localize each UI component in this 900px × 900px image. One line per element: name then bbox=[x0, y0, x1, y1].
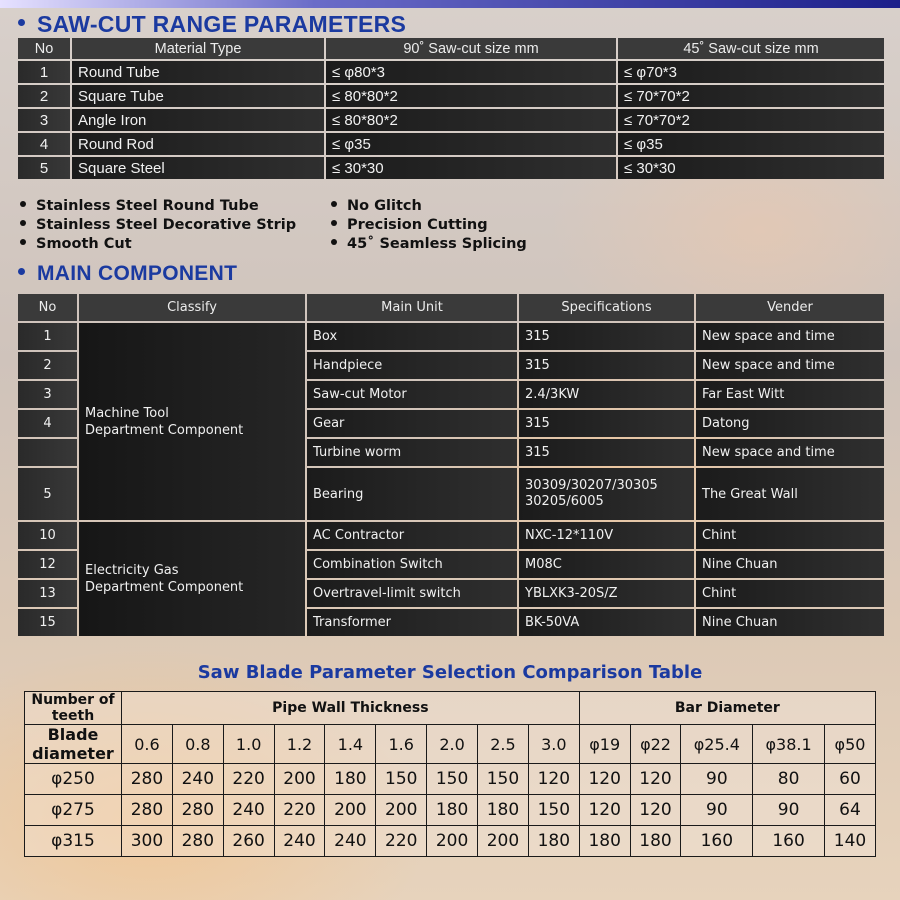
bullet-icon bbox=[20, 239, 26, 245]
table-row bbox=[18, 109, 884, 131]
bar-col: φ50 bbox=[824, 725, 875, 764]
bullet-icon bbox=[331, 239, 337, 245]
teeth-value: 150 bbox=[478, 764, 529, 795]
size-90: ≤ 80*80*2 bbox=[326, 85, 616, 107]
main-unit: Box bbox=[307, 323, 517, 350]
row-no: 1 bbox=[18, 323, 77, 350]
vender: Nine Chuan bbox=[696, 551, 884, 578]
blade-table-title: Saw Blade Parameter Selection Comparison Table bbox=[197, 662, 703, 683]
table-row bbox=[25, 764, 876, 795]
row-no: 4 bbox=[18, 410, 77, 437]
table-row bbox=[18, 323, 884, 350]
size-90: ≤ φ35 bbox=[326, 133, 616, 155]
table-header-row bbox=[18, 38, 884, 59]
pipe-col: 0.6 bbox=[122, 725, 173, 764]
blade-diameter: φ275 bbox=[25, 795, 122, 826]
size-90: ≤ 80*80*2 bbox=[326, 109, 616, 131]
bar-col: φ25.4 bbox=[681, 725, 753, 764]
specification: 2.4/3KW bbox=[519, 381, 694, 408]
teeth-value: 180 bbox=[427, 795, 478, 826]
teeth-value: 90 bbox=[681, 764, 753, 795]
table-row bbox=[18, 85, 884, 107]
main-unit: Combination Switch bbox=[307, 551, 517, 578]
row-no bbox=[18, 439, 77, 466]
row-no: 5 bbox=[18, 468, 77, 520]
table-subheader-row bbox=[25, 725, 876, 764]
material-type: Square Steel bbox=[72, 157, 324, 179]
teeth-value: 120 bbox=[630, 764, 681, 795]
teeth-value: 180 bbox=[630, 826, 681, 857]
teeth-value: 240 bbox=[325, 826, 376, 857]
feature-list bbox=[20, 198, 880, 258]
size-90: ≤ 30*30 bbox=[326, 157, 616, 179]
pipe-wall-header: Pipe Wall Thickness bbox=[122, 692, 580, 725]
teeth-value: 150 bbox=[528, 795, 579, 826]
feature-item: Stainless Steel Round Tube bbox=[20, 198, 259, 214]
vender: New space and time bbox=[696, 439, 884, 466]
pipe-col: 2.5 bbox=[478, 725, 529, 764]
teeth-value: 220 bbox=[274, 795, 325, 826]
teeth-label: Number of teeth bbox=[25, 692, 122, 725]
bar-diameter-header: Bar Diameter bbox=[579, 692, 875, 725]
teeth-value: 180 bbox=[528, 826, 579, 857]
teeth-value: 120 bbox=[528, 764, 579, 795]
teeth-value: 280 bbox=[172, 826, 223, 857]
blade-diameter: φ250 bbox=[25, 764, 122, 795]
table-row bbox=[18, 61, 884, 83]
saw-cut-section-title: SAW-CUT RANGE PARAMETERS bbox=[18, 11, 406, 38]
main-unit: Saw-cut Motor bbox=[307, 381, 517, 408]
pipe-col: 1.4 bbox=[325, 725, 376, 764]
teeth-value: 200 bbox=[478, 826, 529, 857]
pipe-col: 2.0 bbox=[427, 725, 478, 764]
row-no: 15 bbox=[18, 609, 77, 636]
bullet-icon bbox=[18, 268, 25, 275]
material-type: Square Tube bbox=[72, 85, 324, 107]
teeth-value: 140 bbox=[824, 826, 875, 857]
material-type: Round Rod bbox=[72, 133, 324, 155]
bullet-icon bbox=[20, 220, 26, 226]
teeth-value: 160 bbox=[753, 826, 825, 857]
vender: Datong bbox=[696, 410, 884, 437]
size-45: ≤ 30*30 bbox=[618, 157, 884, 179]
teeth-value: 300 bbox=[122, 826, 173, 857]
row-no: 12 bbox=[18, 551, 77, 578]
header-90-size: 90˚ Saw-cut size mm bbox=[326, 38, 616, 59]
main-component-section-title: MAIN COMPONENT bbox=[18, 262, 237, 286]
vender: Chint bbox=[696, 580, 884, 607]
pipe-col: 3.0 bbox=[528, 725, 579, 764]
pipe-col: 0.8 bbox=[172, 725, 223, 764]
teeth-value: 120 bbox=[630, 795, 681, 826]
header-no: No bbox=[18, 38, 70, 59]
specification: 315 bbox=[519, 323, 694, 350]
feature-item: No Glitch bbox=[331, 198, 422, 214]
teeth-value: 200 bbox=[325, 795, 376, 826]
diameter-label: Blade diameter bbox=[25, 725, 122, 764]
feature-item: Stainless Steel Decorative Strip bbox=[20, 217, 296, 233]
table-row bbox=[18, 133, 884, 155]
specification: 30309/30207/30305 30205/6005 bbox=[519, 468, 694, 520]
teeth-value: 280 bbox=[122, 795, 173, 826]
specification: 315 bbox=[519, 410, 694, 437]
teeth-value: 240 bbox=[274, 826, 325, 857]
blade-diameter: φ315 bbox=[25, 826, 122, 857]
row-no: 1 bbox=[18, 61, 70, 83]
pipe-col: 1.2 bbox=[274, 725, 325, 764]
row-no: 4 bbox=[18, 133, 70, 155]
feature-item: 45˚ Seamless Splicing bbox=[331, 236, 527, 252]
row-no: 5 bbox=[18, 157, 70, 179]
header-material-type: Material Type bbox=[72, 38, 324, 59]
teeth-value: 280 bbox=[172, 795, 223, 826]
main-unit: Gear bbox=[307, 410, 517, 437]
specification: YBLXK3-20S/Z bbox=[519, 580, 694, 607]
specification: BK-50VA bbox=[519, 609, 694, 636]
teeth-value: 220 bbox=[223, 764, 274, 795]
row-no: 2 bbox=[18, 352, 77, 379]
row-no: 2 bbox=[18, 85, 70, 107]
row-no: 10 bbox=[18, 522, 77, 549]
teeth-value: 60 bbox=[824, 764, 875, 795]
material-type: Round Tube bbox=[72, 61, 324, 83]
teeth-value: 150 bbox=[427, 764, 478, 795]
saw-cut-table bbox=[16, 36, 886, 181]
teeth-value: 180 bbox=[579, 826, 630, 857]
bar-col: φ38.1 bbox=[753, 725, 825, 764]
teeth-value: 180 bbox=[325, 764, 376, 795]
size-90: ≤ φ80*3 bbox=[326, 61, 616, 83]
header-classify: Classify bbox=[79, 294, 305, 321]
teeth-value: 240 bbox=[172, 764, 223, 795]
teeth-value: 120 bbox=[579, 795, 630, 826]
header-vender: Vender bbox=[696, 294, 884, 321]
teeth-value: 280 bbox=[122, 764, 173, 795]
main-unit: Transformer bbox=[307, 609, 517, 636]
vender: Far East Witt bbox=[696, 381, 884, 408]
teeth-value: 90 bbox=[753, 795, 825, 826]
teeth-value: 200 bbox=[427, 826, 478, 857]
bullet-icon bbox=[331, 201, 337, 207]
main-unit: AC Contractor bbox=[307, 522, 517, 549]
size-45: ≤ 70*70*2 bbox=[618, 109, 884, 131]
feature-item: Smooth Cut bbox=[20, 236, 132, 252]
teeth-value: 180 bbox=[478, 795, 529, 826]
classify-electricity-gas: Electricity Gas Department Component bbox=[79, 522, 305, 636]
teeth-value: 260 bbox=[223, 826, 274, 857]
bar-col: φ19 bbox=[579, 725, 630, 764]
main-unit: Turbine worm bbox=[307, 439, 517, 466]
table-header-row bbox=[18, 294, 884, 321]
bar-col: φ22 bbox=[630, 725, 681, 764]
table-row bbox=[25, 826, 876, 857]
feature-item: Precision Cutting bbox=[331, 217, 488, 233]
teeth-value: 160 bbox=[681, 826, 753, 857]
pipe-col: 1.0 bbox=[223, 725, 274, 764]
header-specifications: Specifications bbox=[519, 294, 694, 321]
teeth-value: 220 bbox=[376, 826, 427, 857]
vender: Nine Chuan bbox=[696, 609, 884, 636]
size-45: ≤ φ35 bbox=[618, 133, 884, 155]
table-row bbox=[18, 522, 884, 549]
material-type: Angle Iron bbox=[72, 109, 324, 131]
teeth-value: 90 bbox=[681, 795, 753, 826]
table-row bbox=[18, 157, 884, 179]
vender: Chint bbox=[696, 522, 884, 549]
specification: 315 bbox=[519, 352, 694, 379]
row-no: 3 bbox=[18, 109, 70, 131]
teeth-value: 200 bbox=[274, 764, 325, 795]
blade-parameter-table bbox=[24, 691, 876, 857]
specification: NXC-12*110V bbox=[519, 522, 694, 549]
bullet-icon bbox=[18, 19, 25, 26]
teeth-value: 240 bbox=[223, 795, 274, 826]
header-45-size: 45˚ Saw-cut size mm bbox=[618, 38, 884, 59]
teeth-value: 150 bbox=[376, 764, 427, 795]
bullet-icon bbox=[331, 220, 337, 226]
header-no: No bbox=[18, 294, 77, 321]
main-unit: Handpiece bbox=[307, 352, 517, 379]
size-45: ≤ φ70*3 bbox=[618, 61, 884, 83]
main-component-table bbox=[16, 292, 886, 638]
vender: New space and time bbox=[696, 323, 884, 350]
vender: New space and time bbox=[696, 352, 884, 379]
classify-machine-tool: Machine Tool Department Component bbox=[79, 323, 305, 520]
specification: 315 bbox=[519, 439, 694, 466]
size-45: ≤ 70*70*2 bbox=[618, 85, 884, 107]
specification: M08C bbox=[519, 551, 694, 578]
vender: The Great Wall bbox=[696, 468, 884, 520]
teeth-value: 64 bbox=[824, 795, 875, 826]
bullet-icon bbox=[20, 201, 26, 207]
table-header-row bbox=[25, 692, 876, 725]
teeth-value: 120 bbox=[579, 764, 630, 795]
row-no: 13 bbox=[18, 580, 77, 607]
top-accent-bar bbox=[0, 0, 900, 8]
teeth-value: 200 bbox=[376, 795, 427, 826]
row-no: 3 bbox=[18, 381, 77, 408]
pipe-col: 1.6 bbox=[376, 725, 427, 764]
header-main-unit: Main Unit bbox=[307, 294, 517, 321]
main-unit: Overtravel-limit switch bbox=[307, 580, 517, 607]
main-unit: Bearing bbox=[307, 468, 517, 520]
teeth-value: 80 bbox=[753, 764, 825, 795]
table-row bbox=[25, 795, 876, 826]
